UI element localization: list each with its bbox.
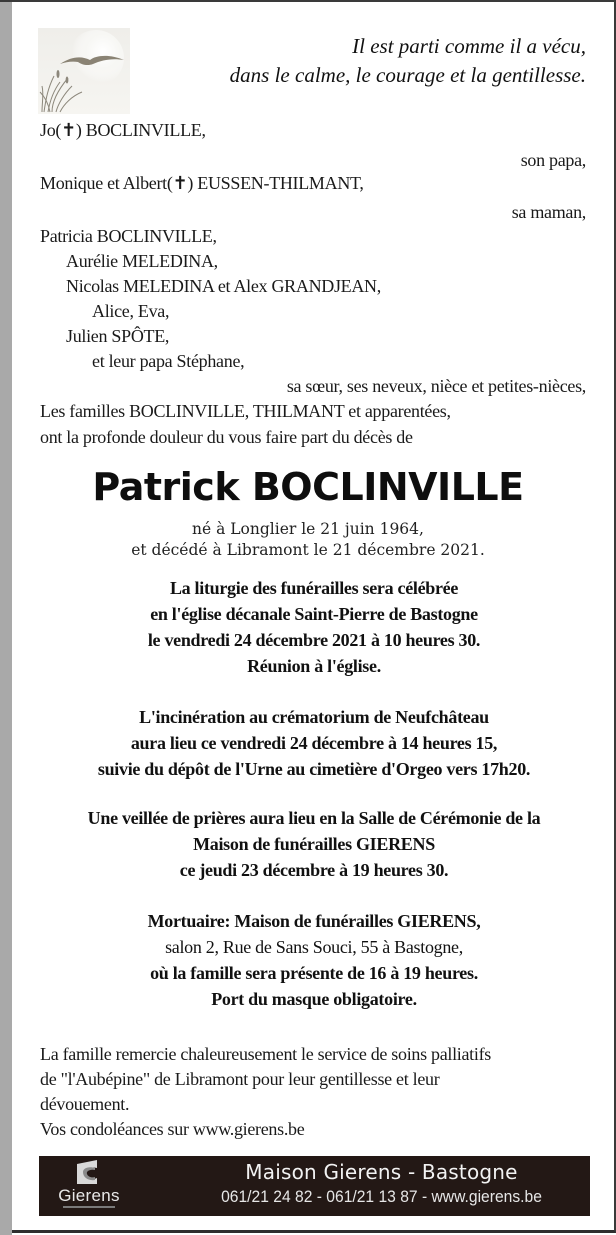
banner-contact[interactable]: 061/21 24 82 - 061/21 13 87 - www.gierens.be	[221, 1187, 542, 1206]
thanks-line-3: dévouement.	[40, 1094, 130, 1114]
quote-line-2: dans le calme, le courage et la gentillesse.	[229, 63, 586, 87]
vigil-line-3: ce jeudi 23 décembre à 19 heures 30.	[179, 860, 449, 880]
condolences-link[interactable]: Vos condoléances sur www.gierens.be	[40, 1119, 305, 1139]
logo-wordmark: Gierens	[58, 1186, 120, 1205]
cremation-line-1: L'incinération au crématorium de Neufchâteau	[139, 707, 489, 727]
thanks-line-2: de "l'Aubépine" de Libramont pour leur gentillesse et leur	[40, 1069, 440, 1089]
thanks-line-1: La famille remercie chaleureusement le service de soins palliatifs	[40, 1044, 491, 1064]
thanks-block	[40, 1042, 600, 1142]
cremation-block	[12, 704, 616, 782]
bird-illustration-icon	[38, 28, 130, 114]
nephew-2-name: Julien SPÔTE,	[66, 326, 170, 346]
mortuary-line-3: où la famille sera présente de 16 à 19 heures.	[150, 963, 478, 983]
banner-title: Maison Gierens - Bastogne	[245, 1160, 518, 1184]
vigil-line-2: Maison de funérailles GIERENS	[193, 834, 435, 854]
niece-name: Aurélie MELEDINA,	[66, 251, 218, 271]
cremation-line-2: aura lieu ce vendredi 24 décembre à 14 heures 15,	[130, 733, 498, 753]
ceremony-line-2: en l'église décanale Saint-Pierre de Bastogne	[150, 604, 478, 624]
ceremony-line-1: La liturgie des funérailles sera célébrée	[169, 578, 459, 598]
vigil-block	[12, 805, 616, 883]
mortuary-line-2: salon 2, Rue de Sans Souci, 55 à Bastogne,	[165, 937, 463, 957]
father-role: son papa,	[520, 150, 586, 170]
father-name: Jo(✝) BOCLINVILLE,	[40, 120, 206, 140]
epitaph-quote	[230, 32, 586, 90]
gierens-logo-mark-icon	[73, 1160, 103, 1186]
ceremony-line-4: Réunion à l'église.	[247, 656, 381, 676]
grandnieces-names: Alice, Eva,	[92, 301, 170, 321]
logo-tagline	[63, 1206, 115, 1208]
mortuary-line-4: Port du masque obligatoire.	[211, 989, 417, 1009]
sister-name: Patricia BOCLINVILLE,	[40, 226, 217, 246]
ceremony-line-3: le vendredi 24 décembre 2021 à 10 heures 30.	[147, 630, 481, 650]
families-line: Les familles BOCLINVILLE, THILMANT et apparentées,	[40, 401, 451, 421]
nephew-name: Nicolas MELEDINA et Alex GRANDJEAN,	[66, 276, 381, 296]
gierens-logo	[49, 1160, 129, 1212]
announcement-line: ont la profonde douleur du vous faire part du décès de	[40, 427, 413, 447]
nephew-2-father: et leur papa Stéphane,	[92, 351, 245, 371]
deceased-name: Patrick BOCLINVILLE	[92, 465, 524, 509]
vigil-line-1: Une veillée de prières aura lieu en la Salle de Cérémonie de la	[87, 808, 541, 828]
cremation-line-3: suivie du dépôt de l'Urne au cimetière d'Orgeo vers 17h20.	[97, 759, 531, 779]
mother-name: Monique et Albert(✝) EUSSEN-THILMANT,	[40, 173, 364, 193]
mortuary-line-1: Mortuaire: Maison de funérailles GIERENS,	[147, 911, 481, 931]
birth-line: né à Longlier le 21 juin 1964,	[192, 520, 424, 538]
funeral-home-banner	[39, 1156, 590, 1216]
sister-role: sa sœur, ses neveux, nièce et petites-nièces,	[286, 376, 586, 396]
death-line: et décédé à Libramont le 21 décembre 2021.	[131, 541, 485, 559]
funeral-ceremony-block	[12, 575, 616, 679]
left-margin-bar	[0, 2, 12, 1235]
mother-role: sa maman,	[511, 202, 586, 222]
deceased-dates	[0, 519, 616, 561]
mortuary-block	[12, 908, 616, 1012]
quote-line-1: Il est parti comme il a vécu,	[352, 34, 586, 58]
